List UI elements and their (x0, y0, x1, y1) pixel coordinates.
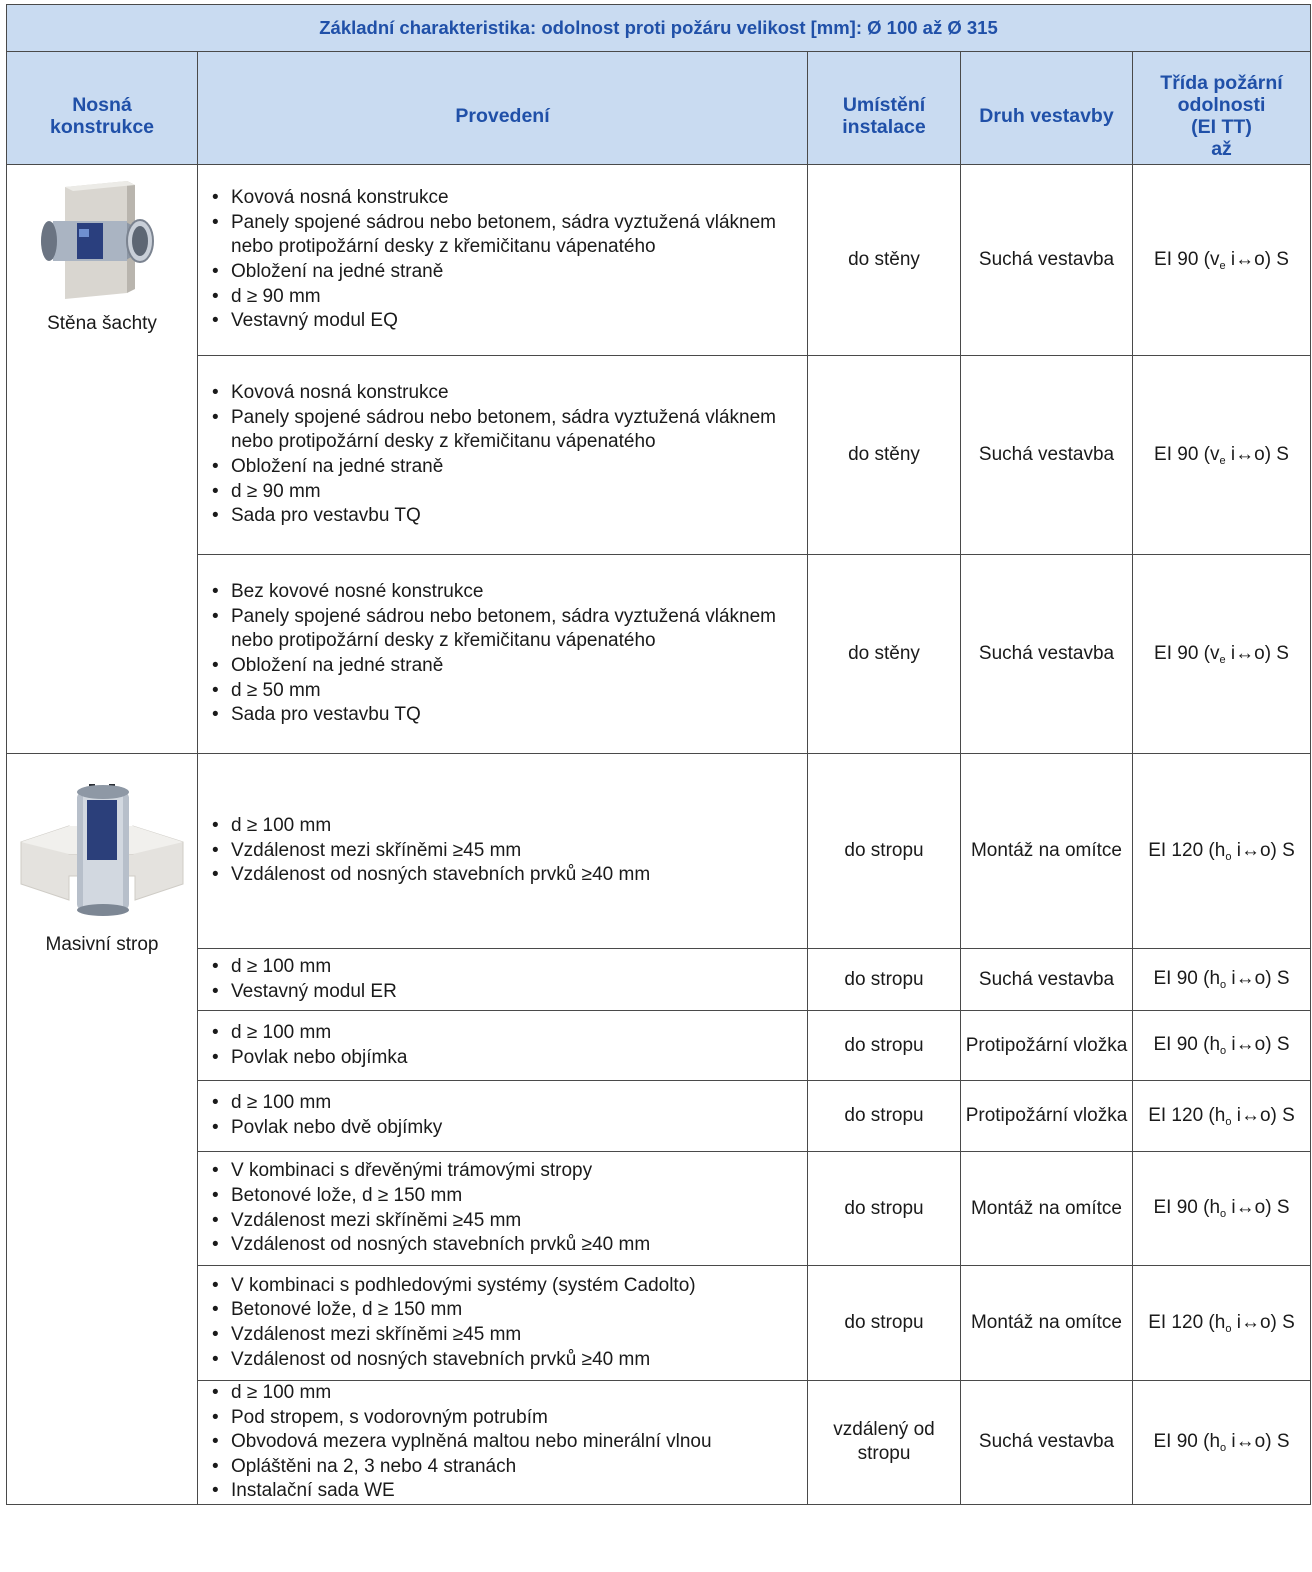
fire-class-cell (1133, 356, 1311, 555)
fire-class-prefix: EI 90 (v (1154, 248, 1220, 270)
design-list-item: • Obložení na jedné straně (210, 260, 801, 285)
design-list-item: • Panely spojené sádrou nebo betonem, sádra vyztužená vláknem nebo protipožární desky z křemičitanu vápenatého (210, 406, 801, 455)
fire-class-cell (1133, 754, 1311, 949)
design-list-item: • d ≥ 100 mm (210, 1021, 801, 1046)
design-list (210, 1381, 801, 1504)
shaft-wall-damper-image (39, 181, 165, 299)
fire-class-prefix: EI 120 (h (1148, 839, 1226, 861)
fire-class-cell (1133, 1081, 1311, 1152)
table-title: Základní charakteristika: odolnost proti požáru velikost [mm]: Ø 100 až Ø 315 (7, 5, 1311, 52)
design-list-item: • d ≥ 100 mm (210, 1381, 801, 1406)
design-cell (198, 1011, 808, 1081)
fire-class-cell (1133, 1381, 1311, 1505)
design-list-item: • d ≥ 100 mm (210, 1091, 801, 1116)
fire-resistance-table (6, 4, 1311, 1505)
design-cell (198, 1152, 808, 1266)
design-list-item: • Vzdálenost od nosných stavebních prvků ≥40 mm (210, 863, 801, 888)
table-row (7, 1266, 1311, 1381)
design-list-item: • Povlak nebo objímka (210, 1046, 801, 1071)
table-row (7, 1011, 1311, 1081)
install-type-cell: Suchá vestavba (961, 1381, 1133, 1505)
location-cell: do stropu (808, 949, 961, 1011)
install-type-cell: Protipožární vložka (961, 1011, 1133, 1081)
design-list (210, 955, 801, 1004)
fire-class-suffix: i↔o) S (1226, 1430, 1290, 1452)
fire-class-subscript: e (1219, 454, 1226, 467)
design-list-item: • Obvodová mezera vyplněná maltou nebo minerální vlnou (210, 1430, 801, 1455)
design-list-item: • Instalační sada WE (210, 1479, 801, 1504)
table-row (7, 356, 1311, 555)
design-cell (198, 555, 808, 754)
fire-class-suffix: i↔o) S (1231, 839, 1295, 861)
design-list-item: • Opláštěni na 2, 3 nebo 4 stranách (210, 1455, 801, 1480)
fire-class-cell (1133, 165, 1311, 356)
table-row (7, 1381, 1311, 1505)
location-cell: do stropu (808, 754, 961, 949)
design-list-item: • Vestavný modul EQ (210, 309, 801, 334)
install-type-cell: Protipožární vložka (961, 1081, 1133, 1152)
location-cell: do stropu (808, 1011, 961, 1081)
fire-class-subscript: o (1225, 1322, 1232, 1335)
fire-class-suffix: i↔o) S (1226, 968, 1290, 989)
install-type-cell: Montáž na omítce (961, 1266, 1133, 1381)
design-list-item: • Sada pro vestavbu TQ (210, 703, 801, 728)
table-row (7, 165, 1311, 356)
fire-class-cell (1133, 1011, 1311, 1081)
design-list-item: • Kovová nosná konstrukce (210, 381, 801, 406)
fire-class-suffix: i↔o) S (1231, 1311, 1295, 1333)
fire-class-suffix: i↔o) S (1226, 1034, 1290, 1055)
fire-class-subscript: o (1220, 1208, 1227, 1220)
location-cell: vzdálený od stropu (808, 1381, 961, 1505)
table-row (7, 949, 1311, 1011)
install-type-cell: Suchá vestavba (961, 356, 1133, 555)
support-label: Stěna šachty (47, 313, 157, 334)
fire-class-cell (1133, 1152, 1311, 1266)
design-list-item: • Bez kovové nosné konstrukce (210, 580, 801, 605)
header-location: Umístění instalace (808, 52, 961, 165)
design-list-item: • Vzdálenost mezi skříněmi ≥45 mm (210, 1209, 801, 1234)
fire-class-suffix: i↔o) S (1231, 1104, 1295, 1126)
solid-ceiling-damper-image (17, 770, 187, 920)
fire-class-subscript: o (1220, 1045, 1227, 1057)
design-list-item: • Vzdálenost od nosných stavebních prvků ≥40 mm (210, 1348, 801, 1373)
design-list-item: • d ≥ 90 mm (210, 480, 801, 505)
design-cell (198, 1381, 808, 1505)
fire-class-subscript: o (1225, 1115, 1232, 1128)
fire-class-subscript: e (1219, 653, 1226, 666)
design-list-item: • Panely spojené sádrou nebo betonem, sádra vyztužená vláknem nebo protipožární desky z křemičitanu vápenatého (210, 605, 801, 654)
fire-class-prefix: EI 90 (v (1154, 642, 1220, 664)
design-cell (198, 949, 808, 1011)
design-cell (198, 356, 808, 555)
fire-class-suffix: i↔o) S (1226, 1197, 1290, 1218)
fire-class-prefix: EI 90 (h (1153, 968, 1221, 989)
table-row (7, 1152, 1311, 1266)
fire-class-cell (1133, 949, 1311, 1011)
support-cell-stena-sachty (7, 165, 198, 754)
design-list-item: • Obložení na jedné straně (210, 654, 801, 679)
design-list (210, 580, 801, 728)
fire-class-prefix: EI 90 (v (1154, 443, 1220, 465)
location-cell: do stěny (808, 356, 961, 555)
header-install-type: Druh vestavby (961, 52, 1133, 165)
fire-class-prefix: EI 120 (h (1148, 1104, 1226, 1126)
fire-class-prefix: EI 120 (h (1148, 1311, 1226, 1333)
design-list-item: • Kovová nosná konstrukce (210, 186, 801, 211)
design-list-item: • d ≥ 90 mm (210, 285, 801, 310)
fire-class-subscript: o (1220, 979, 1227, 991)
header-support: Nosná konstrukce (7, 52, 198, 165)
design-list-item: • Povlak nebo dvě objímky (210, 1116, 801, 1141)
design-list-item: • Sada pro vestavbu TQ (210, 504, 801, 529)
design-list-item: • V kombinaci s podhledovými systémy (systém Cadolto) (210, 1274, 801, 1299)
install-type-cell: Montáž na omítce (961, 1152, 1133, 1266)
install-type-cell: Suchá vestavba (961, 555, 1133, 754)
design-list-item: • Vzdálenost mezi skříněmi ≥45 mm (210, 1323, 801, 1348)
table-row (7, 1081, 1311, 1152)
fire-class-prefix: EI 90 (h (1153, 1034, 1221, 1055)
design-list (210, 1021, 801, 1070)
design-list (210, 186, 801, 334)
fire-class-prefix: EI 90 (h (1153, 1197, 1221, 1218)
location-cell: do stěny (808, 165, 961, 356)
design-list-item: • V kombinaci s dřevěnými trámovými stropy (210, 1159, 801, 1184)
support-label: Masivní strop (45, 934, 159, 955)
table-row (7, 555, 1311, 754)
fire-class-cell (1133, 555, 1311, 754)
design-list-item: • Betonové lože, d ≥ 150 mm (210, 1184, 801, 1209)
install-type-cell: Montáž na omítce (961, 754, 1133, 949)
design-list-item: • d ≥ 100 mm (210, 814, 801, 839)
install-type-cell: Suchá vestavba (961, 949, 1133, 1011)
location-cell: do stěny (808, 555, 961, 754)
fire-class-subscript: o (1225, 850, 1232, 863)
header-design: Provedení (198, 52, 808, 165)
design-cell (198, 1266, 808, 1381)
design-list-item: • d ≥ 50 mm (210, 679, 801, 704)
location-cell: do stropu (808, 1081, 961, 1152)
design-list-item: • Panely spojené sádrou nebo betonem, sádra vyztužená vláknem nebo protipožární desky z křemičitanu vápenatého (210, 211, 801, 260)
design-cell (198, 754, 808, 949)
design-list-item: • Vestavný modul ER (210, 980, 801, 1005)
design-list-item: • d ≥ 100 mm (210, 955, 801, 980)
design-cell (198, 165, 808, 356)
fire-class-suffix: i↔o) S (1225, 642, 1289, 664)
fire-class-suffix: i↔o) S (1225, 443, 1289, 465)
design-cell (198, 1081, 808, 1152)
fire-class-suffix: i↔o) S (1225, 248, 1289, 270)
design-list-item: • Vzdálenost od nosných stavebních prvků ≥40 mm (210, 1233, 801, 1258)
table-row (7, 754, 1311, 949)
design-list (210, 1159, 801, 1257)
design-list-item: • Vzdálenost mezi skříněmi ≥45 mm (210, 839, 801, 864)
design-list-item: • Pod stropem, s vodorovným potrubím (210, 1406, 801, 1431)
fire-class-subscript: e (1219, 259, 1226, 272)
location-cell: do stropu (808, 1152, 961, 1266)
design-list-item: • Betonové lože, d ≥ 150 mm (210, 1298, 801, 1323)
support-cell-masivni-strop (7, 754, 198, 1505)
design-list (210, 1091, 801, 1140)
design-list (210, 1274, 801, 1372)
header-fire-class: Třída požární odolnosti (EI TT) až (1133, 52, 1311, 165)
design-list (210, 381, 801, 529)
fire-class-cell (1133, 1266, 1311, 1381)
design-list-item: • Obložení na jedné straně (210, 455, 801, 480)
fire-class-prefix: EI 90 (h (1153, 1430, 1221, 1452)
install-type-cell: Suchá vestavba (961, 165, 1133, 356)
design-list (210, 814, 801, 888)
fire-class-subscript: o (1220, 1441, 1227, 1454)
location-cell: do stropu (808, 1266, 961, 1381)
